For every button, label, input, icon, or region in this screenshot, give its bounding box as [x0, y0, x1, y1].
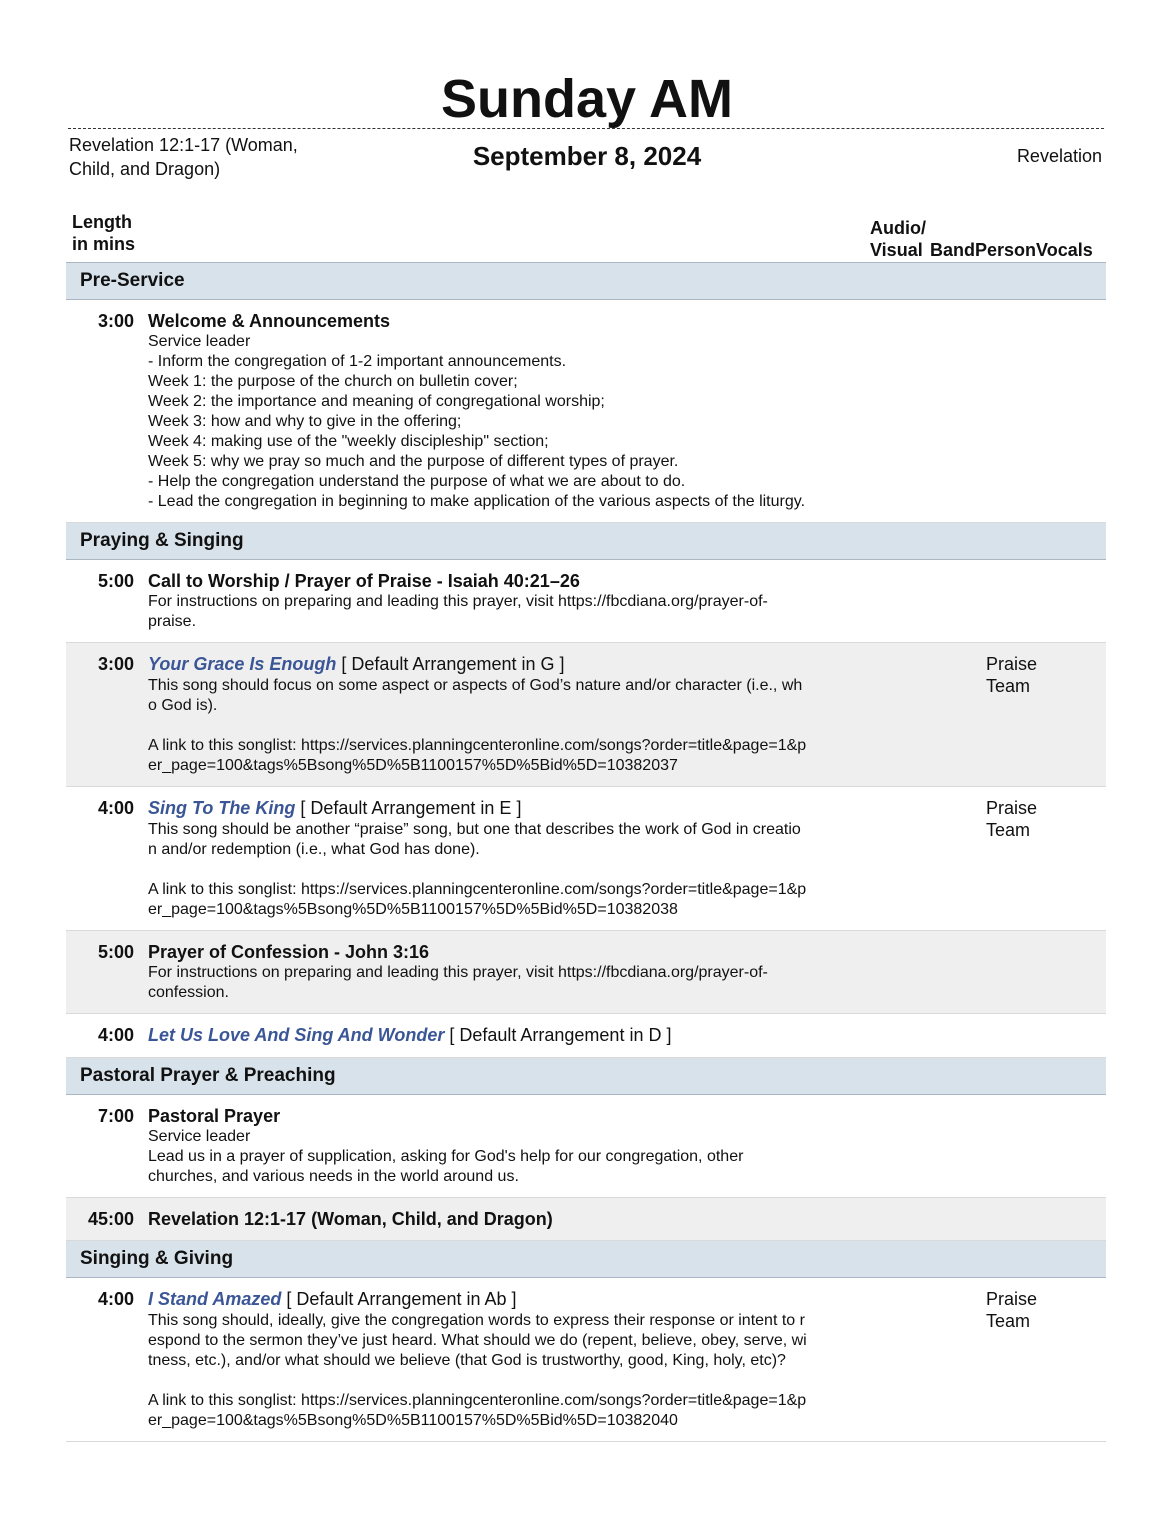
item-title: Prayer of Confession - John 3:16 — [148, 942, 430, 962]
item-vocals-team — [870, 300, 1106, 523]
song-title-link[interactable]: Let Us Love And Sing And Wonder — [148, 1025, 445, 1045]
item-length: 5:00 — [66, 931, 148, 1014]
service-order-table — [66, 262, 1106, 1442]
plan-item-row — [66, 300, 1106, 523]
item-length: 3:00 — [66, 300, 148, 523]
item-length: 5:00 — [66, 560, 148, 643]
section-title: Pastoral Prayer & Preaching — [66, 1058, 1106, 1095]
plan-item-row — [66, 1095, 1106, 1198]
item-details — [148, 1095, 870, 1198]
sermon-reference: Revelation 12:1-17 (Woman, Child, and Dragon) — [69, 135, 298, 179]
song-title-link[interactable]: Your Grace Is Enough — [148, 654, 337, 674]
title-divider — [68, 128, 1104, 129]
item-details — [148, 560, 870, 643]
item-title: Pastoral Prayer — [148, 1106, 281, 1126]
item-vocals-team: Praise Team — [870, 787, 1106, 931]
plan-item-row — [66, 1198, 1106, 1241]
plan-item-row — [66, 787, 1106, 931]
song-line — [148, 653, 870, 676]
item-description: For instructions on preparing and leading this prayer, visit https://fbcdiana.org/prayer-of- praise. — [148, 593, 768, 630]
item-vocals-team — [870, 1014, 1106, 1058]
song-line — [148, 1024, 870, 1047]
plan-item-row — [66, 643, 1106, 787]
song-arrangement: [ Default Arrangement in Ab ] — [281, 1289, 517, 1309]
item-details — [148, 643, 870, 787]
item-length: 7:00 — [66, 1095, 148, 1198]
item-details — [148, 787, 870, 931]
song-arrangement: [ Default Arrangement in E ] — [295, 798, 522, 818]
plan-item-row — [66, 560, 1106, 643]
item-description: This song should be another “praise” song, but one that describes the work of God in creatio n and/or redemption (i.e., what God has done). A link to this songlist: https://services.planningcenteronline.com/songs?order=title&page=1&p er_page=100&tags%5Bsong%5D%5B1100157%5D%5Bid%5D=10382038 — [148, 821, 807, 918]
item-length: 4:00 — [66, 1278, 148, 1442]
item-vocals-team: Praise Team — [870, 643, 1106, 787]
song-line — [148, 1288, 870, 1311]
song-arrangement: [ Default Arrangement in G ] — [336, 654, 565, 674]
item-details — [148, 1278, 870, 1442]
item-length: 4:00 — [66, 1014, 148, 1058]
item-vocals-team: Praise Team — [870, 1278, 1106, 1442]
item-vocals-team — [870, 1198, 1106, 1241]
plan-item-row — [66, 931, 1106, 1014]
song-arrangement: [ Default Arrangement in D ] — [444, 1025, 672, 1045]
service-date: September 8, 2024 — [472, 141, 702, 171]
section-header — [66, 263, 1106, 300]
item-description: For instructions on preparing and leading this prayer, visit https://fbcdiana.org/prayer-of- confession. — [148, 964, 768, 1001]
item-vocals-team — [870, 931, 1106, 1014]
item-title: Welcome & Announcements — [148, 311, 391, 331]
item-description: Service leader - Inform the congregation of 1-2 important announcements. Week 1: the purpose of the church on bulletin cover; Week 2: the importance and meaning of congregational worship; Week 3: how and why to give in the offering; Week 4: making use of the "weekly discipleship" section; Week 5: why we pray so much and the purpose of different types of prayer. - Help the congregation understand the purpose of what we are about to do. - Lead the congregation in beginning to make application of the various aspects of the liturgy. — [148, 333, 806, 510]
song-line — [148, 797, 870, 820]
section-header — [66, 1241, 1106, 1278]
item-length: 45:00 — [66, 1198, 148, 1241]
page-title: Sunday AM — [440, 69, 734, 129]
item-details — [148, 1198, 870, 1241]
item-title: Revelation 12:1-17 (Woman, Child, and Dragon) — [148, 1209, 553, 1229]
plan-item-row — [66, 1014, 1106, 1058]
item-vocals-team — [870, 560, 1106, 643]
item-length: 3:00 — [66, 643, 148, 787]
item-description: This song should focus on some aspect or aspects of God’s nature and/or character (i.e., wh o God is). A link to this songlist: https://services.planningcenteronline.com/songs?order=title&page=1&p er_page=100&tags%5Bsong%5D%5B1100157%5D%5Bid%5D=10382037 — [148, 677, 807, 774]
section-header — [66, 523, 1106, 560]
item-details — [148, 300, 870, 523]
item-length: 4:00 — [66, 787, 148, 931]
column-header-band: Band — [930, 240, 975, 260]
item-details — [148, 931, 870, 1014]
item-description: This song should, ideally, give the congregation words to express their response or intent to r espond to the sermon they’ve just heard. What should we do (repent, believe, obey, serve, wi tness, etc.), and/or what should we believe (that God is trustworthy, good, King, holy, etc)? A link to this songlist: https://services.planningcenteronline.com/songs?order=title&page=1&p er_page=100&tags%5Bsong%5D%5B1100157%5D%5Bid%5D=10382040 — [148, 1312, 807, 1429]
song-title-link[interactable]: I Stand Amazed — [148, 1289, 282, 1309]
section-header — [66, 1058, 1106, 1095]
item-vocals-team — [870, 1095, 1106, 1198]
item-description: Service leader Lead us in a prayer of supplication, asking for God's help for our congregation, other churches, and various needs in the world around us. — [148, 1128, 744, 1185]
section-title: Praying & Singing — [66, 523, 1106, 560]
column-header-vocals: Vocals — [1036, 240, 1093, 260]
song-title-link[interactable]: Sing To The King — [148, 798, 296, 818]
column-header-length: Length in mins — [72, 212, 136, 254]
column-header-audio-visual: Audio/ Visual — [870, 218, 926, 260]
column-header-person: Person — [975, 240, 1037, 260]
sermon-series: Revelation — [1016, 146, 1102, 166]
item-title: Call to Worship / Prayer of Praise - Isaiah 40:21–26 — [148, 571, 580, 591]
plan-item-row — [66, 1278, 1106, 1442]
section-title: Pre-Service — [66, 263, 1106, 300]
item-details — [148, 1014, 870, 1058]
section-title: Singing & Giving — [66, 1241, 1106, 1278]
column-header-roles — [870, 217, 1093, 261]
